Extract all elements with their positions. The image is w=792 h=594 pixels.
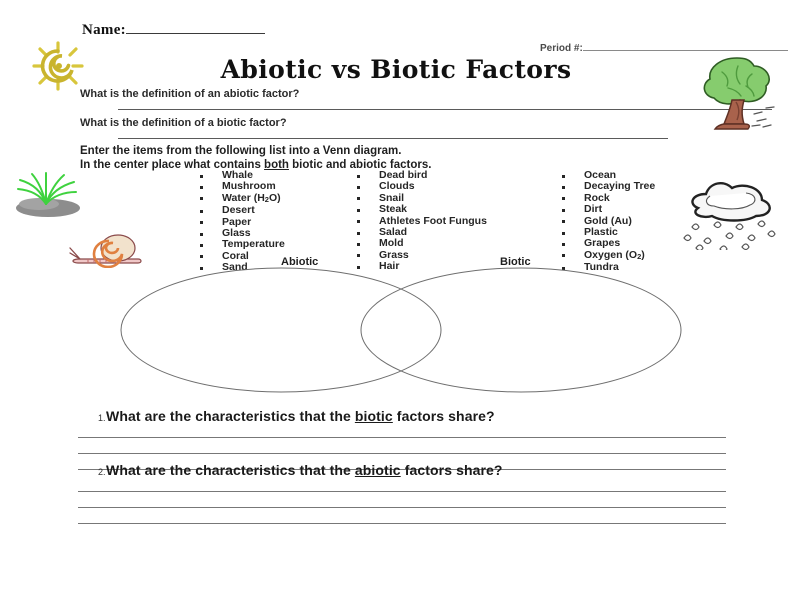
list-item: Decaying Tree xyxy=(562,181,655,192)
list-item: Grass xyxy=(357,250,487,261)
list-item: Glass xyxy=(200,228,285,239)
name-input-blank[interactable] xyxy=(126,22,265,34)
item-list-column-2 xyxy=(357,170,487,273)
question-2-answer-line[interactable] xyxy=(78,478,726,492)
sun-icon xyxy=(28,40,88,92)
question-2-text-before: What are the characteristics that the xyxy=(106,462,355,478)
list-item: Snail xyxy=(357,193,487,204)
list-item: Ocean xyxy=(562,170,655,181)
rain-cloud-icon xyxy=(676,172,784,250)
list-item: Mushroom xyxy=(200,181,285,192)
venn-circle-abiotic[interactable] xyxy=(121,268,441,392)
instructions xyxy=(80,144,431,172)
venn-label-biotic: Biotic xyxy=(500,256,531,268)
item-list-1 xyxy=(200,170,285,274)
list-item: Coral xyxy=(200,251,285,262)
question-2-emphasis: abiotic xyxy=(354,462,401,478)
list-item: Mold xyxy=(357,238,487,249)
question-1-answer-line[interactable] xyxy=(78,424,726,438)
abiotic-definition-answer-line[interactable] xyxy=(118,109,772,110)
snail-icon xyxy=(68,232,150,268)
name-label: Name: xyxy=(82,22,126,38)
question-2-text xyxy=(106,462,503,478)
item-list-3 xyxy=(562,170,655,274)
question-2-answer-line[interactable] xyxy=(78,508,726,524)
name-field-row xyxy=(82,22,265,39)
list-item: Steak xyxy=(357,204,487,215)
list-item: Dirt xyxy=(562,204,655,215)
list-item: Whale xyxy=(200,170,285,181)
question-1-text-after: factors share? xyxy=(392,408,495,424)
list-item: Paper xyxy=(200,217,285,228)
item-list-column-3 xyxy=(562,170,655,274)
question-1-number: 1. xyxy=(98,413,106,423)
question-1-row xyxy=(78,408,726,424)
list-item: Athletes Foot Fungus xyxy=(357,216,487,227)
instructions-line-2-after: biotic and abiotic factors. xyxy=(288,159,432,171)
venn-circle-biotic[interactable] xyxy=(361,268,681,392)
list-item: Rock xyxy=(562,193,655,204)
period-input-blank[interactable] xyxy=(583,40,788,51)
grass-on-rock-icon xyxy=(12,168,84,222)
list-item: Grapes xyxy=(562,238,655,249)
question-1-emphasis: biotic xyxy=(354,408,393,424)
list-item: Water $(H_2O)$ xyxy=(200,193,285,205)
venn-diagram[interactable] xyxy=(118,266,684,394)
list-item: Oxygen $(O_2)$ xyxy=(562,250,655,262)
period-label: Period #: xyxy=(540,43,583,54)
biotic-definition-answer-line[interactable] xyxy=(118,138,668,139)
list-item: Desert xyxy=(200,205,285,216)
question-1-text-before: What are the characteristics that the xyxy=(106,408,355,424)
list-item: Hair xyxy=(357,261,487,272)
question-2-text-after: factors share? xyxy=(400,462,503,478)
question-1-block xyxy=(78,408,726,470)
list-item: Dead bird xyxy=(357,170,487,181)
list-item: Clouds xyxy=(357,181,487,192)
list-item: Plastic xyxy=(562,227,655,238)
abiotic-definition-prompt: What is the definition of an abiotic factor? xyxy=(80,88,300,100)
instructions-line-2-before: In the center place what contains xyxy=(80,159,265,171)
list-item: Gold (Au) xyxy=(562,216,655,227)
list-item: Salad xyxy=(357,227,487,238)
list-item: Temperature xyxy=(200,239,285,250)
venn-label-abiotic: Abiotic xyxy=(281,256,319,268)
item-list-2 xyxy=(357,170,487,273)
page-title: Abiotic vs Biotic Factors xyxy=(220,55,572,84)
item-list-column-1 xyxy=(200,170,285,274)
instructions-line-1: Enter the items from the following list into a Venn diagram. xyxy=(80,145,402,157)
question-1-text xyxy=(106,408,495,424)
list-item: Sand xyxy=(200,262,285,273)
biotic-definition-prompt: What is the definition of a biotic factor? xyxy=(80,117,287,129)
question-2-number: 2. xyxy=(98,467,106,477)
instructions-emphasis-both: both xyxy=(264,159,289,171)
question-2-row xyxy=(78,462,726,478)
question-2-answer-line[interactable] xyxy=(78,492,726,508)
list-item: Tundra xyxy=(562,262,655,273)
question-2-block xyxy=(78,462,726,524)
tree-icon xyxy=(694,52,780,136)
question-1-answer-line[interactable] xyxy=(78,438,726,454)
